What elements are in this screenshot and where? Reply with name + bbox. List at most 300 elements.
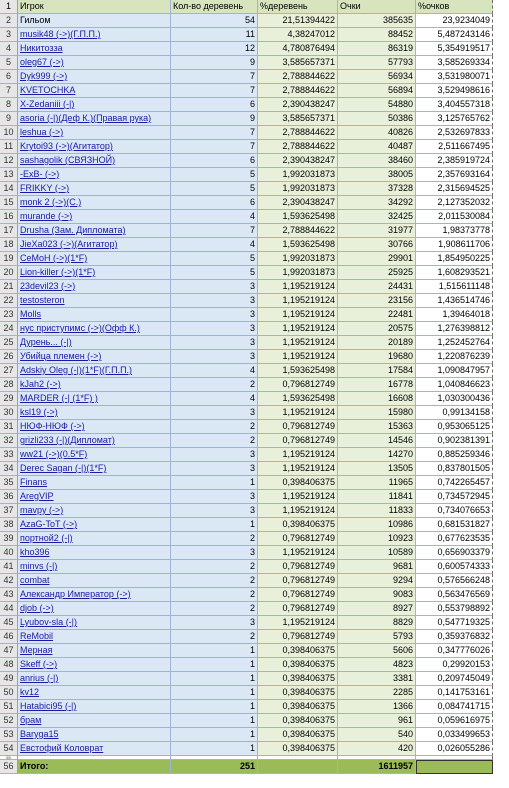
points-cell[interactable]: 1366 — [338, 700, 416, 714]
village-count-cell[interactable]: 3 — [171, 546, 258, 560]
points-cell[interactable]: 11833 — [338, 504, 416, 518]
village-percent-cell[interactable]: 0,398406375 — [258, 686, 338, 700]
village-count-cell[interactable]: 3 — [171, 350, 258, 364]
village-percent-cell[interactable]: 0,796812749 — [258, 532, 338, 546]
player-name-cell[interactable] — [18, 56, 171, 70]
village-count-cell[interactable]: 6 — [171, 98, 258, 112]
player-link[interactable]: kJah2 (->) — [20, 379, 61, 389]
points-cell[interactable]: 25925 — [338, 266, 416, 280]
player-name-cell[interactable] — [18, 308, 171, 322]
points-cell[interactable]: 13505 — [338, 462, 416, 476]
points-percent-cell[interactable]: 1,276398812 — [416, 322, 493, 336]
total-empty-cell[interactable] — [258, 760, 338, 774]
player-name-cell[interactable] — [18, 714, 171, 728]
points-cell[interactable]: 23156 — [338, 294, 416, 308]
points-percent-cell[interactable]: 0,99134158 — [416, 406, 493, 420]
village-percent-cell[interactable]: 1,195219124 — [258, 490, 338, 504]
total-points[interactable]: 1611957 — [338, 760, 416, 774]
header-village-count[interactable]: Кол-во деревень — [171, 0, 258, 14]
header-points-percent[interactable]: %очков — [416, 0, 493, 14]
points-cell[interactable]: 9083 — [338, 588, 416, 602]
points-cell[interactable]: 2285 — [338, 686, 416, 700]
village-count-cell[interactable]: 7 — [171, 140, 258, 154]
village-count-cell[interactable]: 4 — [171, 238, 258, 252]
player-link[interactable]: Lion-killer (->)(1*F) — [20, 267, 96, 277]
player-link[interactable]: mavpy (->) — [20, 505, 64, 515]
village-percent-cell[interactable]: 0,796812749 — [258, 420, 338, 434]
player-name-cell[interactable] — [18, 182, 171, 196]
points-cell[interactable]: 32425 — [338, 210, 416, 224]
village-count-cell[interactable]: 2 — [171, 560, 258, 574]
village-count-cell[interactable]: 3 — [171, 294, 258, 308]
village-percent-cell[interactable]: 1,195219124 — [258, 308, 338, 322]
player-name-cell[interactable] — [18, 532, 171, 546]
village-percent-cell[interactable]: 0,796812749 — [258, 574, 338, 588]
village-count-cell[interactable]: 5 — [171, 182, 258, 196]
player-name-cell[interactable] — [18, 490, 171, 504]
village-percent-cell[interactable]: 0,398406375 — [258, 714, 338, 728]
player-link[interactable]: Adskiy Oleg (-|)(1*F)(Г.П.П.) — [20, 365, 133, 375]
points-cell[interactable]: 56894 — [338, 84, 416, 98]
points-percent-cell[interactable]: 1,854950225 — [416, 252, 493, 266]
village-percent-cell[interactable]: 1,593625498 — [258, 210, 338, 224]
player-name-cell[interactable] — [18, 616, 171, 630]
points-cell[interactable]: 8927 — [338, 602, 416, 616]
points-percent-cell[interactable]: 2,532697833 — [416, 126, 493, 140]
player-link[interactable]: musik48 (->)(Г.П.П.) — [20, 29, 101, 39]
village-percent-cell[interactable]: 4,780876494 — [258, 42, 338, 56]
points-cell[interactable]: 16778 — [338, 378, 416, 392]
village-count-cell[interactable]: 9 — [171, 56, 258, 70]
village-count-cell[interactable]: 6 — [171, 154, 258, 168]
village-count-cell[interactable]: 2 — [171, 602, 258, 616]
player-link[interactable]: monk 2 (->)(C.) — [20, 197, 82, 207]
points-cell[interactable]: 4823 — [338, 658, 416, 672]
points-percent-cell[interactable]: 0,885259346 — [416, 448, 493, 462]
player-link[interactable]: нус приступимс (->)(Офф К.) — [20, 323, 140, 333]
village-percent-cell[interactable]: 0,796812749 — [258, 560, 338, 574]
points-cell[interactable]: 385635 — [338, 14, 416, 28]
village-percent-cell[interactable]: 1,195219124 — [258, 280, 338, 294]
player-link[interactable]: Евстофий Коловрат — [20, 743, 104, 753]
player-link[interactable]: Dyk999 (->) — [20, 71, 68, 81]
player-name-cell[interactable] — [18, 518, 171, 532]
player-name-cell[interactable] — [18, 112, 171, 126]
points-cell[interactable]: 19680 — [338, 350, 416, 364]
player-name-cell[interactable] — [18, 588, 171, 602]
player-name-cell[interactable] — [18, 14, 171, 28]
village-count-cell[interactable]: 2 — [171, 420, 258, 434]
village-count-cell[interactable]: 1 — [171, 644, 258, 658]
points-percent-cell[interactable]: 0,563476569 — [416, 588, 493, 602]
points-cell[interactable]: 11841 — [338, 490, 416, 504]
points-percent-cell[interactable]: 1,040846623 — [416, 378, 493, 392]
points-cell[interactable]: 14270 — [338, 448, 416, 462]
points-cell[interactable]: 38005 — [338, 168, 416, 182]
player-link[interactable]: Finans — [20, 477, 48, 487]
village-percent-cell[interactable]: 1,593625498 — [258, 238, 338, 252]
points-percent-cell[interactable]: 0,209745049 — [416, 672, 493, 686]
village-percent-cell[interactable]: 0,398406375 — [258, 476, 338, 490]
player-name-cell[interactable] — [18, 238, 171, 252]
points-percent-cell[interactable]: 1,908611706 — [416, 238, 493, 252]
village-percent-cell[interactable]: 2,788844622 — [258, 140, 338, 154]
village-percent-cell[interactable]: 1,992031873 — [258, 168, 338, 182]
points-percent-cell[interactable]: 5,354919517 — [416, 42, 493, 56]
points-cell[interactable]: 50386 — [338, 112, 416, 126]
player-name-cell[interactable] — [18, 126, 171, 140]
points-percent-cell[interactable]: 3,529498616 — [416, 84, 493, 98]
player-name-cell[interactable] — [18, 70, 171, 84]
player-name-cell[interactable] — [18, 742, 171, 756]
player-link[interactable]: JieXa023 (->)(Агитатор) — [20, 239, 118, 249]
village-count-cell[interactable]: 3 — [171, 406, 258, 420]
village-percent-cell[interactable]: 2,788844622 — [258, 84, 338, 98]
points-cell[interactable]: 10986 — [338, 518, 416, 532]
player-name-cell[interactable] — [18, 140, 171, 154]
points-percent-cell[interactable]: 1,220876239 — [416, 350, 493, 364]
village-percent-cell[interactable]: 1,195219124 — [258, 336, 338, 350]
village-percent-cell[interactable]: 0,398406375 — [258, 644, 338, 658]
points-cell[interactable]: 961 — [338, 714, 416, 728]
village-count-cell[interactable]: 12 — [171, 42, 258, 56]
player-link[interactable]: Никитозза — [20, 43, 63, 53]
player-name-cell[interactable] — [18, 700, 171, 714]
points-percent-cell[interactable]: 0,547719325 — [416, 616, 493, 630]
village-count-cell[interactable]: 54 — [171, 14, 258, 28]
player-link[interactable]: FRIKKY (->) — [20, 183, 70, 193]
player-name-cell[interactable] — [18, 686, 171, 700]
village-count-cell[interactable]: 9 — [171, 112, 258, 126]
player-name-cell[interactable] — [18, 196, 171, 210]
player-link[interactable]: leshua (->) — [20, 127, 64, 137]
village-count-cell[interactable]: 3 — [171, 504, 258, 518]
player-name-cell[interactable] — [18, 546, 171, 560]
player-name-cell[interactable] — [18, 350, 171, 364]
selected-cell[interactable] — [416, 760, 493, 774]
player-link[interactable]: Molls — [20, 309, 42, 319]
village-percent-cell[interactable]: 2,390438247 — [258, 98, 338, 112]
player-name-cell[interactable] — [18, 224, 171, 238]
village-percent-cell[interactable]: 0,398406375 — [258, 742, 338, 756]
village-count-cell[interactable]: 3 — [171, 322, 258, 336]
player-link[interactable]: testosteron — [20, 295, 65, 305]
points-cell[interactable]: 56934 — [338, 70, 416, 84]
points-percent-cell[interactable]: 2,385919724 — [416, 154, 493, 168]
player-name-cell[interactable] — [18, 602, 171, 616]
player-link[interactable]: ksl19 (->) — [20, 407, 58, 417]
player-name-cell[interactable] — [18, 42, 171, 56]
points-cell[interactable]: 40826 — [338, 126, 416, 140]
points-cell[interactable]: 86319 — [338, 42, 416, 56]
points-percent-cell[interactable]: 1,608293521 — [416, 266, 493, 280]
player-link[interactable]: X-Zedaniii (-|) — [20, 99, 75, 109]
village-percent-cell[interactable]: 1,195219124 — [258, 322, 338, 336]
village-percent-cell[interactable]: 21,51394422 — [258, 14, 338, 28]
points-percent-cell[interactable]: 2,357693164 — [416, 168, 493, 182]
points-cell[interactable]: 8829 — [338, 616, 416, 630]
points-percent-cell[interactable]: 3,531980071 — [416, 70, 493, 84]
player-link[interactable]: kv12 — [20, 687, 40, 697]
village-percent-cell[interactable]: 0,398406375 — [258, 700, 338, 714]
player-name-cell[interactable] — [18, 98, 171, 112]
points-percent-cell[interactable]: 3,404557318 — [416, 98, 493, 112]
points-percent-cell[interactable]: 0,553798892 — [416, 602, 493, 616]
player-name-cell[interactable] — [18, 364, 171, 378]
points-percent-cell[interactable]: 23,9234049 — [416, 14, 493, 28]
points-cell[interactable]: 10923 — [338, 532, 416, 546]
points-percent-cell[interactable]: 1,98373778 — [416, 224, 493, 238]
points-cell[interactable]: 5793 — [338, 630, 416, 644]
player-link[interactable]: Hatabici95 (-|) — [20, 701, 77, 711]
points-cell[interactable]: 54880 — [338, 98, 416, 112]
points-percent-cell[interactable]: 1,436514746 — [416, 294, 493, 308]
village-count-cell[interactable]: 3 — [171, 308, 258, 322]
player-name-cell[interactable] — [18, 420, 171, 434]
player-name-cell[interactable] — [18, 84, 171, 98]
village-percent-cell[interactable]: 1,195219124 — [258, 616, 338, 630]
player-link[interactable]: Александр Император (->) — [20, 589, 131, 599]
points-cell[interactable]: 3381 — [338, 672, 416, 686]
total-villages[interactable]: 251 — [171, 760, 258, 774]
player-link[interactable]: KVETOCHKA — [20, 85, 76, 95]
points-cell[interactable]: 16608 — [338, 392, 416, 406]
village-count-cell[interactable]: 1 — [171, 700, 258, 714]
points-percent-cell[interactable]: 0,347776026 — [416, 644, 493, 658]
village-percent-cell[interactable]: 0,398406375 — [258, 672, 338, 686]
village-count-cell[interactable]: 7 — [171, 126, 258, 140]
player-link[interactable]: Skeff (->) — [20, 659, 58, 669]
player-link[interactable]: Derec Sagan (-|)(1*F) — [20, 463, 107, 473]
points-percent-cell[interactable]: 2,011530084 — [416, 210, 493, 224]
player-link[interactable]: 23devil23 (->) — [20, 281, 76, 291]
points-percent-cell[interactable]: 1,030300436 — [416, 392, 493, 406]
player-name-cell[interactable] — [18, 294, 171, 308]
points-percent-cell[interactable]: 0,953065125 — [416, 420, 493, 434]
village-count-cell[interactable]: 4 — [171, 210, 258, 224]
village-count-cell[interactable]: 7 — [171, 84, 258, 98]
points-cell[interactable]: 15363 — [338, 420, 416, 434]
village-count-cell[interactable]: 4 — [171, 364, 258, 378]
village-count-cell[interactable]: 6 — [171, 196, 258, 210]
header-village-percent[interactable]: %деревень — [258, 0, 338, 14]
player-name-cell[interactable] — [18, 154, 171, 168]
player-link[interactable]: Krytoi93 (->)(Агитатор) — [20, 141, 113, 151]
village-count-cell[interactable]: 2 — [171, 532, 258, 546]
total-label[interactable]: Итого: — [18, 760, 171, 774]
player-link[interactable]: Lyubov-sla (-|) — [20, 617, 78, 627]
player-link[interactable]: grizli233 (-|)(Дипломат) — [20, 435, 115, 445]
village-percent-cell[interactable]: 2,390438247 — [258, 196, 338, 210]
points-percent-cell[interactable]: 0,576566248 — [416, 574, 493, 588]
player-name-cell[interactable] — [18, 266, 171, 280]
player-name-cell[interactable] — [18, 28, 171, 42]
player-name-cell[interactable] — [18, 644, 171, 658]
village-count-cell[interactable]: 3 — [171, 490, 258, 504]
village-percent-cell[interactable]: 1,195219124 — [258, 448, 338, 462]
village-count-cell[interactable]: 11 — [171, 28, 258, 42]
village-percent-cell[interactable]: 1,593625498 — [258, 392, 338, 406]
player-link[interactable]: combat — [20, 575, 50, 585]
player-name-cell[interactable] — [18, 336, 171, 350]
village-count-cell[interactable]: 7 — [171, 224, 258, 238]
points-cell[interactable]: 38460 — [338, 154, 416, 168]
points-percent-cell[interactable]: 2,315694525 — [416, 182, 493, 196]
village-count-cell[interactable]: 2 — [171, 588, 258, 602]
village-percent-cell[interactable]: 1,992031873 — [258, 252, 338, 266]
points-percent-cell[interactable]: 0,677623535 — [416, 532, 493, 546]
village-count-cell[interactable]: 5 — [171, 266, 258, 280]
points-percent-cell[interactable]: 3,585269334 — [416, 56, 493, 70]
player-link[interactable]: oleg67 (->) — [20, 57, 64, 67]
village-count-cell[interactable]: 1 — [171, 518, 258, 532]
points-cell[interactable]: 420 — [338, 742, 416, 756]
village-count-cell[interactable]: 3 — [171, 280, 258, 294]
points-cell[interactable]: 37328 — [338, 182, 416, 196]
points-percent-cell[interactable]: 0,734572945 — [416, 490, 493, 504]
village-percent-cell[interactable]: 3,585657371 — [258, 112, 338, 126]
player-name-cell[interactable] — [18, 168, 171, 182]
player-link[interactable]: Убийца племен (->) — [20, 351, 102, 361]
village-count-cell[interactable]: 2 — [171, 630, 258, 644]
header-points[interactable]: Очки — [338, 0, 416, 14]
player-link[interactable]: minvs (-|) — [20, 561, 58, 571]
player-name-cell[interactable] — [18, 434, 171, 448]
points-percent-cell[interactable]: 0,359376832 — [416, 630, 493, 644]
village-count-cell[interactable]: 5 — [171, 252, 258, 266]
player-link[interactable]: ReMobil — [20, 631, 54, 641]
points-percent-cell[interactable]: 0,084741715 — [416, 700, 493, 714]
village-count-cell[interactable]: 1 — [171, 658, 258, 672]
player-name-cell[interactable] — [18, 322, 171, 336]
village-count-cell[interactable]: 3 — [171, 462, 258, 476]
points-percent-cell[interactable]: 1,515611148 — [416, 280, 493, 294]
player-name-cell[interactable] — [18, 504, 171, 518]
points-cell[interactable]: 14546 — [338, 434, 416, 448]
player-name-cell[interactable] — [18, 378, 171, 392]
points-percent-cell[interactable]: 0,026055286 — [416, 742, 493, 756]
village-percent-cell[interactable]: 0,398406375 — [258, 518, 338, 532]
points-cell[interactable]: 540 — [338, 728, 416, 742]
points-cell[interactable]: 34292 — [338, 196, 416, 210]
player-name-cell[interactable] — [18, 406, 171, 420]
village-percent-cell[interactable]: 0,796812749 — [258, 630, 338, 644]
points-cell[interactable]: 57793 — [338, 56, 416, 70]
village-count-cell[interactable]: 1 — [171, 686, 258, 700]
points-cell[interactable]: 22481 — [338, 308, 416, 322]
village-percent-cell[interactable]: 1,195219124 — [258, 406, 338, 420]
points-cell[interactable]: 11965 — [338, 476, 416, 490]
points-percent-cell[interactable]: 0,902381391 — [416, 434, 493, 448]
points-percent-cell[interactable]: 0,29920153 — [416, 658, 493, 672]
village-percent-cell[interactable]: 1,195219124 — [258, 504, 338, 518]
player-link[interactable]: НЮФ-НЮФ (->) — [20, 421, 85, 431]
points-cell[interactable]: 9294 — [338, 574, 416, 588]
village-percent-cell[interactable]: 0,796812749 — [258, 378, 338, 392]
village-percent-cell[interactable]: 4,38247012 — [258, 28, 338, 42]
points-cell[interactable]: 20189 — [338, 336, 416, 350]
points-percent-cell[interactable]: 0,059616975 — [416, 714, 493, 728]
player-name-cell[interactable] — [18, 728, 171, 742]
points-cell[interactable]: 9681 — [338, 560, 416, 574]
village-count-cell[interactable]: 7 — [171, 70, 258, 84]
points-percent-cell[interactable]: 1,252452764 — [416, 336, 493, 350]
village-count-cell[interactable]: 1 — [171, 476, 258, 490]
player-link[interactable]: asoria (-|)(Деф К.)(Правая рука) — [20, 113, 152, 123]
points-cell[interactable]: 20575 — [338, 322, 416, 336]
village-percent-cell[interactable]: 0,796812749 — [258, 588, 338, 602]
points-percent-cell[interactable]: 1,39464018 — [416, 308, 493, 322]
points-percent-cell[interactable]: 0,734076653 — [416, 504, 493, 518]
village-percent-cell[interactable]: 3,585657371 — [258, 56, 338, 70]
village-percent-cell[interactable]: 0,398406375 — [258, 658, 338, 672]
points-cell[interactable]: 30766 — [338, 238, 416, 252]
village-count-cell[interactable]: 4 — [171, 392, 258, 406]
points-percent-cell[interactable]: 0,656903379 — [416, 546, 493, 560]
village-percent-cell[interactable]: 2,788844622 — [258, 224, 338, 238]
player-name-cell[interactable] — [18, 476, 171, 490]
player-link[interactable]: CeMoH (->)(1*F) — [20, 253, 88, 263]
player-link[interactable]: kho396 — [20, 547, 50, 557]
village-percent-cell[interactable]: 1,195219124 — [258, 350, 338, 364]
village-count-cell[interactable]: 2 — [171, 378, 258, 392]
points-percent-cell[interactable]: 0,837801505 — [416, 462, 493, 476]
village-percent-cell[interactable]: 1,195219124 — [258, 462, 338, 476]
village-count-cell[interactable]: 3 — [171, 448, 258, 462]
player-link[interactable]: портной2 (-|) — [20, 533, 73, 543]
player-name-cell[interactable] — [18, 280, 171, 294]
village-count-cell[interactable]: 3 — [171, 336, 258, 350]
player-name-cell[interactable] — [18, 210, 171, 224]
points-percent-cell[interactable]: 0,033499653 — [416, 728, 493, 742]
points-cell[interactable]: 5606 — [338, 644, 416, 658]
points-percent-cell[interactable]: 0,141753161 — [416, 686, 493, 700]
village-percent-cell[interactable]: 0,796812749 — [258, 434, 338, 448]
points-cell[interactable]: 17584 — [338, 364, 416, 378]
village-count-cell[interactable]: 2 — [171, 574, 258, 588]
player-name-cell[interactable] — [18, 672, 171, 686]
player-name-cell[interactable] — [18, 252, 171, 266]
player-link[interactable]: murande (->) — [20, 211, 73, 221]
player-link[interactable]: djob (->) — [20, 603, 54, 613]
points-percent-cell[interactable]: 0,742265457 — [416, 476, 493, 490]
player-link[interactable]: -ExB- (->) — [20, 169, 60, 179]
village-percent-cell[interactable]: 1,195219124 — [258, 294, 338, 308]
village-count-cell[interactable]: 5 — [171, 168, 258, 182]
village-count-cell[interactable]: 1 — [171, 728, 258, 742]
points-percent-cell[interactable]: 1,090847957 — [416, 364, 493, 378]
player-link[interactable]: Дурень... (-|) — [20, 337, 72, 347]
player-name-cell[interactable] — [18, 392, 171, 406]
village-percent-cell[interactable]: 2,390438247 — [258, 154, 338, 168]
player-link[interactable]: AregVIP — [20, 491, 54, 501]
village-count-cell[interactable]: 2 — [171, 434, 258, 448]
player-link[interactable]: Drusha (Зам. Дипломата) — [20, 225, 126, 235]
player-name-cell[interactable] — [18, 448, 171, 462]
points-cell[interactable]: 88452 — [338, 28, 416, 42]
points-percent-cell[interactable]: 2,127352032 — [416, 196, 493, 210]
player-link[interactable]: AzaG-ToT (->) — [20, 519, 78, 529]
player-link[interactable]: Мерная — [20, 645, 53, 655]
village-count-cell[interactable]: 1 — [171, 714, 258, 728]
village-count-cell[interactable]: 3 — [171, 616, 258, 630]
village-percent-cell[interactable]: 1,593625498 — [258, 364, 338, 378]
village-count-cell[interactable]: 1 — [171, 742, 258, 756]
points-percent-cell[interactable]: 2,511667495 — [416, 140, 493, 154]
points-cell[interactable]: 29901 — [338, 252, 416, 266]
points-cell[interactable]: 40487 — [338, 140, 416, 154]
village-percent-cell[interactable]: 1,992031873 — [258, 182, 338, 196]
